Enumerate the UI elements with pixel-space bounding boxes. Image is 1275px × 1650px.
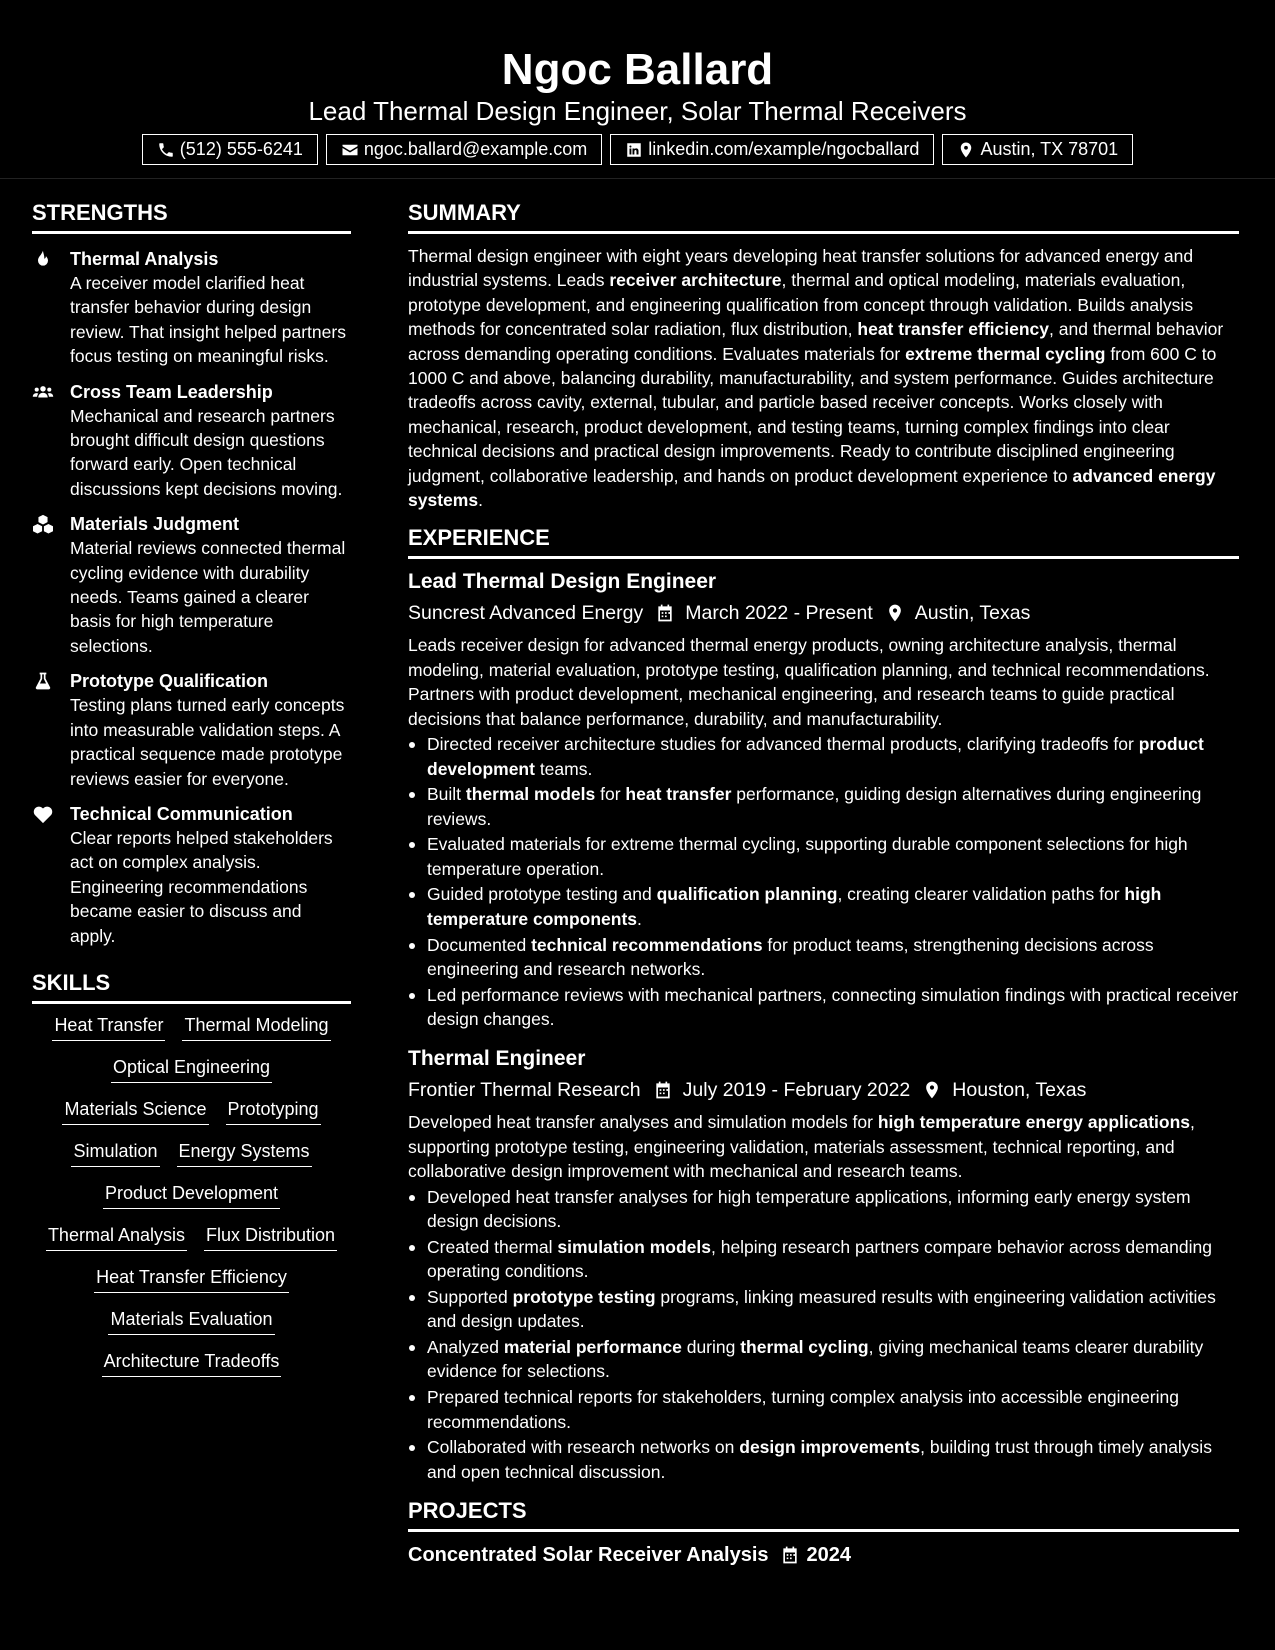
contact-email-text: ngoc.ballard@example.com [363,139,588,159]
left-column [32,200,351,1377]
skill-tag: Materials Evaluation [108,1307,274,1335]
strength-body: Material reviews connected thermal cycling evidence with durability needs. Teams gained a clearer basis for high temperature selections. [70,538,346,656]
envelope-icon [341,141,359,159]
strength-body: Mechanical and research partners brought difficult design questions forward early. Open technical discussions kept decisions moving. [70,405,343,499]
flame-icon [32,249,56,269]
strength-body: Clear reports helped stakeholders act on complex analysis. Engineering recommendations became easier to discuss and apply. [70,827,333,946]
list-item: Built thermal models for heat transfer performance, guiding design alternatives during engineering reviews. [408,782,1239,831]
list-item: Directed receiver architecture studies for advanced thermal products, clarifying tradeoffs for product development teams. [408,732,1239,781]
job-meta [408,599,1239,627]
contact-email[interactable] [326,134,602,165]
heart-icon [32,804,56,824]
contact-phone[interactable] [142,134,318,165]
list-item: Guided prototype testing and qualification planning, creating clearer validation paths for high temperature components. [408,882,1239,931]
list-item: Evaluated materials for extreme thermal cycling, supporting durable component selections for high temperature operation. [408,832,1239,881]
resume-header [0,0,1275,179]
list-item: Developed heat transfer analyses for high temperature applications, informing early energy system design decisions. [408,1185,1239,1234]
job-dates: July 2019 - February 2022 [682,1079,911,1102]
job-meta [408,1076,1239,1104]
skill-tag: Prototyping [226,1097,321,1125]
contact-location [942,134,1133,165]
strength-title: Cross Team Leadership [70,381,273,402]
candidate-name: Ngoc Ballard [501,45,774,94]
list-item: Collaborated with research networks on design improvements, building trust through timely analysis and open technical discussion. [408,1435,1239,1484]
linkedin-icon [625,141,643,159]
project-entry [408,1542,1239,1568]
list-item: Led performance reviews with mechanical partners, connecting simulation findings with practical receiver design changes. [408,983,1239,1032]
skill-tag: Architecture Tradeoffs [102,1349,282,1377]
job-entry [408,1046,1239,1484]
phone-icon [157,141,175,159]
job-company: Suncrest Advanced Energy [408,602,644,625]
strength-body: Testing plans turned early concepts into measurable validation steps. A practical sequence made prototype reviews easier for everyone. [70,695,345,789]
contact-phone-text: (512) 555-6241 [179,139,303,159]
job-company: Frontier Thermal Research [408,1079,641,1102]
list-item: Documented technical recommendations for product teams, strengthening decisions across engineering and research networks. [408,933,1239,982]
strength-item [32,380,351,502]
strength-title: Thermal Analysis [70,249,219,269]
strength-item [32,669,351,791]
users-icon [32,382,56,402]
summary-heading: SUMMARY [408,200,1239,234]
strength-body: A receiver model clarified heat transfer behavior during design review. That insight helped partners focus testing on meaningful risks. [70,273,346,367]
experience-heading: EXPERIENCE [408,525,1239,559]
skill-tag: Optical Engineering [111,1055,272,1083]
list-item: Prepared technical reports for stakeholders, turning complex analysis into accessible engineering recommendations. [408,1385,1239,1434]
flask-icon [32,671,56,691]
candidate-role: Lead Thermal Design Engineer, Solar Thermal Receivers [308,96,967,126]
strength-title: Prototype Qualification [70,671,269,692]
calendar-icon [653,1080,673,1100]
strength-item [32,512,351,658]
skill-tag: Materials Science [62,1097,208,1125]
strengths-list [32,247,351,948]
skills-list [32,1013,351,1377]
map-pin-icon [885,603,905,623]
project-year: 2024 [806,1544,852,1567]
contact-linkedin[interactable] [610,134,934,165]
skill-tag: Simulation [71,1139,159,1167]
job-title: Lead Thermal Design Engineer [408,570,717,594]
strength-title: Technical Communication [70,803,293,824]
skills-heading: SKILLS [32,970,351,1004]
job-description: Developed heat transfer analyses and simulation models for high temperature energy applications, supporting prototype testing, engineering validation, materials assessment, technical reporting, and collaborative design improvement with mechanical and research teams. [408,1112,1195,1182]
contact-linkedin-text: linkedin.com/example/ngocballard [648,139,920,159]
job-entry [408,569,1239,1031]
strengths-heading: STRENGTHS [32,200,351,234]
job-bullets [408,732,1239,1031]
summary-text: Thermal design engineer with eight years developing heat transfer solutions for advanced energy and industrial systems. Leads receiver architecture, thermal and optical modeling, materials evaluation, prototype development, and engineering qualification from concept through validation. Builds analysis methods for concentrated solar radiation, flux distribution, heat transfer efficiency, and thermal behavior across demanding operating conditions. Evaluates materials for extreme thermal cycling from 600 C to 1000 C and above, balancing durability, manufacturability, and system performance. Guides architecture tradeoffs across cavity, external, tubular, and particle based receiver concepts. Works closely with mechanical, research, product development, and testing teams, turning complex findings into clear technical decisions and practical design improvements. Ready to contribute disciplined engineering judgment, collaborative leadership, and hands on product development experience to advanced energy systems. [408,246,1224,511]
skill-tag: Heat Transfer [52,1013,165,1041]
job-location: Houston, Texas [952,1079,1087,1102]
list-item: Analyzed material performance during thermal cycling, giving mechanical teams clearer durability evidence for selections. [408,1335,1239,1384]
job-bullets [408,1185,1239,1484]
list-item: Supported prototype testing programs, linking measured results with engineering validation activities and design updates. [408,1285,1239,1334]
skill-tag: Thermal Analysis [46,1223,187,1251]
right-column [408,200,1239,1568]
skill-tag: Thermal Modeling [182,1013,330,1041]
strength-item [32,802,351,948]
skill-tag: Product Development [103,1181,280,1209]
calendar-icon [655,603,675,623]
job-location: Austin, Texas [914,602,1031,625]
projects-heading: PROJECTS [408,1498,1239,1532]
job-description: Leads receiver design for advanced thermal energy products, owning architecture analysis, thermal modeling, material evaluation, prototype testing, qualification planning, and technical recommendations. Partners with product development, mechanical engineering, and research teams to guide practical decisions that balance performance, durability, and manufacturability. [408,635,1210,729]
skill-tag: Flux Distribution [204,1223,337,1251]
list-item: Created thermal simulation models, helping research partners compare behavior across demanding operating conditions. [408,1235,1239,1284]
skill-tag: Heat Transfer Efficiency [94,1265,289,1293]
job-dates: March 2022 - Present [685,602,873,625]
strength-item [32,247,351,369]
map-pin-icon [922,1080,942,1100]
calendar-icon [780,1545,800,1565]
project-name: Concentrated Solar Receiver Analysis [408,1544,769,1567]
contact-location-text: Austin, TX 78701 [980,139,1119,159]
cubes-icon [32,514,56,534]
strength-title: Materials Judgment [70,514,240,535]
skill-tag: Energy Systems [177,1139,312,1167]
map-pin-icon [957,141,975,159]
job-title: Thermal Engineer [408,1047,586,1071]
contact-bar [0,134,1275,165]
